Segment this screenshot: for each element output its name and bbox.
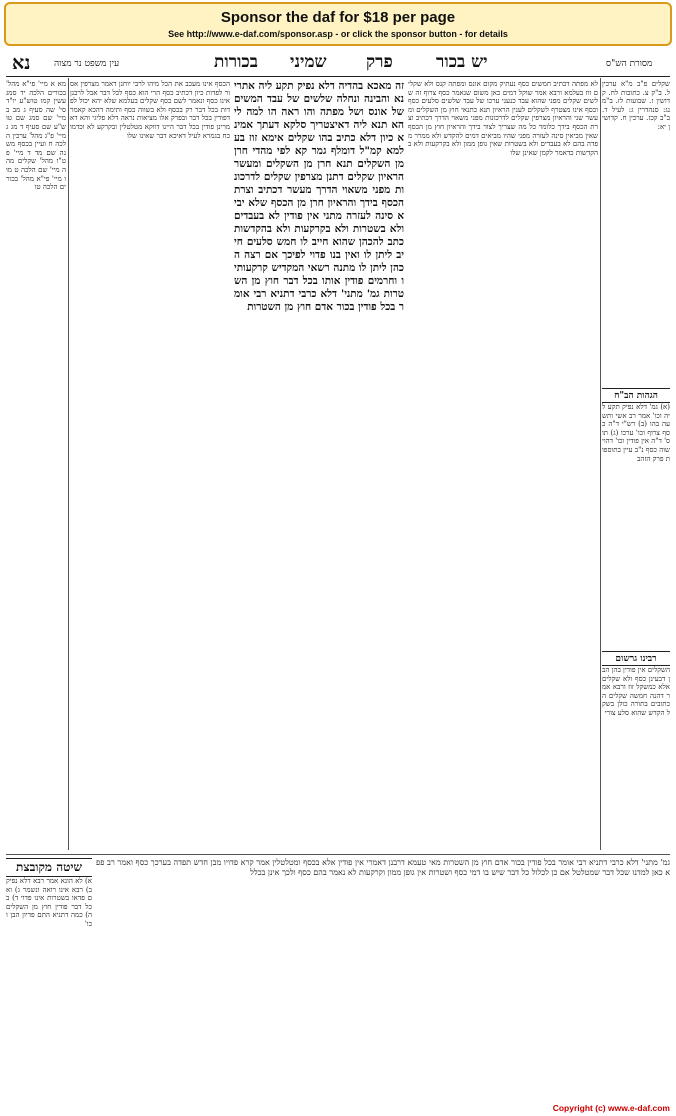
rabbeinu-gershom-title: רבינו גרשום — [602, 651, 670, 666]
chapter-label: פרק — [366, 52, 393, 72]
bottom-commentary-body: גמ' מתני' דלא כרבי דתניא רבי אומר בכל פודין בכור אדם חוץ מן השטרות מאי טעמא דרבנן דאמרי אין פודין אלא בכסף ומטלטלין אמר קרא פדויו מבן חדש תפדה בערכך כסף ואמר רב פפא כאן למדנו שכל דבר שמטלטל אם כן לכלול כל דבר שיש בו דמי כסף ושטרות אין גופן ממון וקרקעות לא נאמר בהם כסף ולכך אינן בכלל — [96, 858, 670, 877]
main-text-body: זה מאכא בהדיה דלא נפיק תקע ליה אתרינא והבינה ונחלה שלשים של עבד המשים של אונס ושל מפתה והו ראה הו למה לי הא תנא ליה דאיצטריך סלקא דעתך אמינא כיון דלא כתיב בהו שקלים אימא זוז בעלמא קמ"ל דומלף גמר קא לפי מהדי חרן מן השקלים תנא חרן מן השקלים ומעשר הראיון שקלים דתנן מצרפין שקלים לדרכונות מפני משאוי הדרך מעשר דכתיב וצרת הכסף בידך והראיון חרן מן הכסף שלא יביא סינה לעזרה מתני אין פודין לא בעבדים ולא בשטרות ולא בקרקעות ולא בהקדשות כתב להכהן שהוא חייב לו חמש סלעים חייב ליתן לו ואין בנו פדוי לפיכך אם רצה הכהן ליתן לו מתנה רשאי המקדיש קרקעותיו וחרמים פודין אותו בכל דבר חוץ מן השטרות גמ' מתני' דלא כרבי דתניא רבי אומר בכל פודין בכור אדם חוץ מן השטרות — [234, 80, 404, 313]
shita-mekubetzet-title: שיטה מקובצת — [6, 858, 92, 877]
talmud-page — [6, 50, 670, 1100]
chapter-name: שמיני — [290, 52, 327, 72]
bottom-commentary — [96, 858, 670, 1093]
chapter-title: יש בכור — [436, 52, 488, 72]
main-gemara-column — [234, 80, 404, 640]
ein-mishpat-entries: מא א מיי' פי"א מהל' בכורים הלכה יד סמג עשין קמו טוש"ע יו"ד סי' שה סעיף ג מב ב מיי' שם סמג שם טוש"ע שם סעיף ד מג ג מיי' פ"ג מהל' ערכין הלכה ח ועיין בכסף משנה שם מד ד מיי' פט"ו מהל' שקלים מה ה מיי' שם הלכה ט מו ו מיי' פי"א מהל' בכורים הלכה טו — [6, 80, 66, 192]
rashi-body: לא מפתה דכתיב חמשים כסף נעתיק מקום אונס ומפתה קנס ולא שקלים זוז בעלמא ורבא אמר שוקל דמים כאן משום שנאמר כסף צרוף זה שלשים שקלים מפני שהוא עבד כנעני ערכו של עבד שלשים סלעים כסף וכסף אינו מצטרף לשקלים לענין הראיון תנא כתנאי חוץ מן השקלים ומעשר שני והראיון מצרפין שקלים לדרכונות מפני משאוי הדרך דכתיב וצרת הכסף בידך כלומר כל מה שצריך לצור בידך והראיון חוץ מן הכסף שאין מביאין סינה לעזרה מפני שהיו מביאים דמים להקדש ולא ממרר מפדה בהם לא בעבדים ולא בשטרות שאין גופן ממון ולא בקרקעות ולא בהקדשות כדאמר לקמן שאינן שלו — [408, 80, 598, 157]
rashi-column — [408, 80, 598, 850]
page-header — [6, 50, 670, 77]
sponsor-banner[interactable] — [4, 2, 672, 46]
right-margin-column — [602, 80, 670, 850]
hagahot-title: הגהות הב"ח — [602, 388, 670, 403]
rabbeinu-gershom-body: השקלים אין פודין בהן הבן דבעינן כסף ולא שקלים אלא כמשקל זוז ורבא אמר דהנה חמשה שקלים הכתובים בתורה כולן בשקל הקדש שהוא סלע צורי — [602, 666, 670, 717]
tractate-name: בכורות — [214, 52, 258, 72]
column-divider — [600, 78, 601, 850]
left-margin-column — [6, 80, 66, 850]
hagahot-body: (א) גמ' דלא נפיק תקע ליה וכו' אמר רב אשי ותשעה בהו (ב) רש"י ד"ה כסף צרוף וכו' ערכו (ג) תוס' ד"ה אין פודין וכו' דהוי שוה כסף נ"ב עיין בתוספות פרק הזהב — [602, 403, 670, 463]
shita-mekubetzet-box — [6, 858, 92, 1093]
page-number: נא — [12, 52, 31, 74]
banner-title[interactable]: Sponsor the daf for $18 per page — [220, 9, 456, 26]
tosafot-body: הכסף אינו מעכב את הכל מיהו לרבי יוחנן דאמר מצרפין אסור לפדות כיון דכתיב כסף הרי הוא כסף לכל דבר אבל לרבנן אינו כסף ונאמר לשם כסף שקלים בעלמא שלא יהא יכול לפדות בכל דבר רק בכסף ולא בשווה כסף ותימה דהכא קאמר דפודין בכל דבר ובפרק אלו מציאות נראה דלא פליגי והא דאמרינן פודין בכל דבר היינו דווקא מטלטלין ובקרקע לא וכדמוכח בגמרא לעיל דאיכא דבר שאינו שלו — [70, 80, 230, 140]
shita-mekubetzet-body: א) לא הונא אמר רבא דלא נפיק ב) רבא אינו רואה ונשמר ג) ואם פדאו בשטרות אינו פדוי ד) בכל דבר פודין חוץ מן השקלים ה) כמה דתניא התם פדיון הבן וכו' — [6, 877, 92, 928]
left-margin-title: עין משפט נר מצוה — [54, 59, 120, 69]
tosafot-column — [70, 80, 230, 850]
right-margin-title: מסורת הש"ס — [606, 59, 653, 69]
banner-subtitle[interactable]: See http://www.e-daf.com/sponsor.asp - or click the sponsor button - for details — [168, 29, 508, 39]
column-divider — [68, 78, 69, 850]
copyright-notice[interactable]: Copyright (c) www.e-daf.com — [552, 1103, 670, 1113]
section-divider — [6, 854, 670, 855]
masoret-entries: שקלים פ"ב מ"א ערכין ל. ב"ק צ. כתובות לח. קדושין ז. שבועות לז. ב"מ נג: סנהדרין ג: לעיל ד. ב"ב קכז. ערכין ח. קדושין יא: — [602, 80, 670, 131]
